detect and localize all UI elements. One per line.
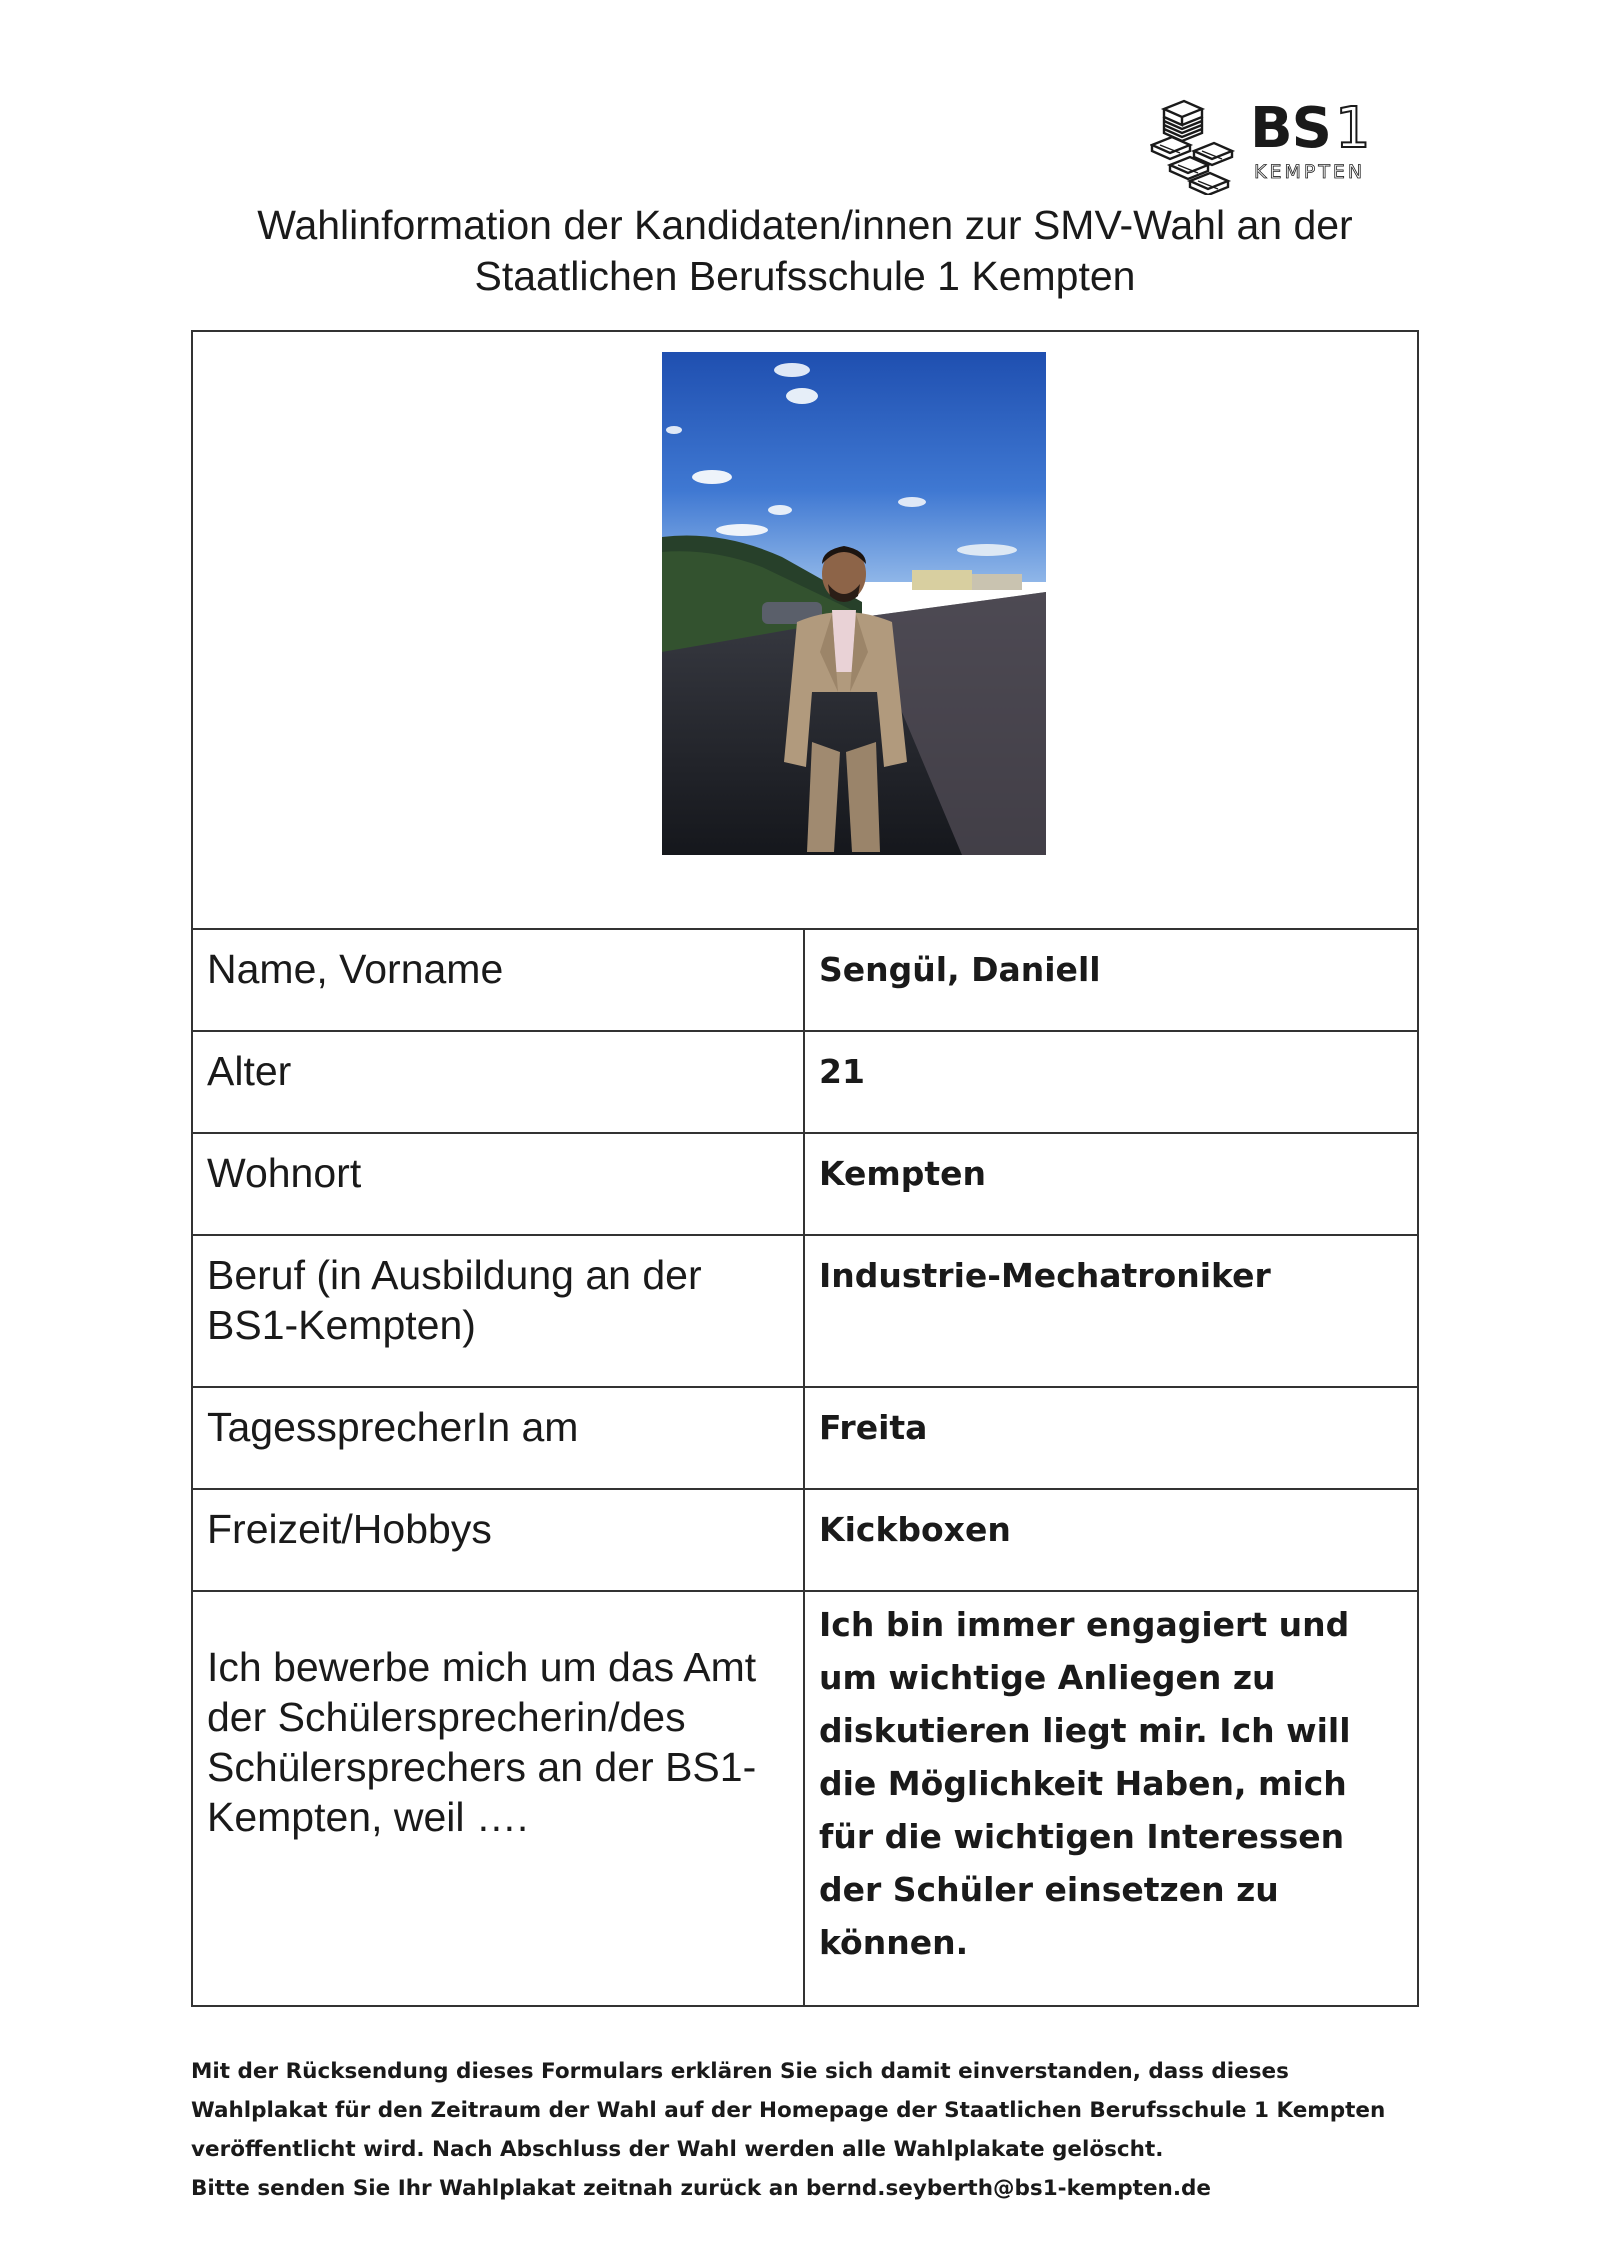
- title-line-2: Staatlichen Berufsschule 1 Kempten: [474, 253, 1136, 299]
- label-hobbies: Freizeit/Hobbys: [193, 1490, 805, 1590]
- value-age: 21: [819, 1052, 865, 1091]
- value-profession: Industrie-Mechatroniker: [819, 1256, 1271, 1295]
- label-residence: Wohnort: [193, 1134, 805, 1234]
- footer-notice: [191, 2052, 1431, 2208]
- row-motivation: [193, 1592, 1417, 2005]
- value-residence: Kempten: [819, 1154, 987, 1193]
- footer-consent-text: Mit der Rücksendung dieses Formulars erklären Sie sich damit einverstanden, dass dieses Wahlplakat für den Zeitraum der Wahl auf der Homepage der Staatlichen Berufsschule 1 Kempten veröffentlicht wird. Nach Abschluss der Wahl werden alle Wahlplakate gelöscht.: [191, 2059, 1386, 2162]
- logo-wordmark: BS1: [1250, 96, 1370, 161]
- logo-stacked-books-icon: [1150, 95, 1250, 195]
- value-day-speaker: Freita: [819, 1408, 928, 1447]
- logo-city: KEMPTEN: [1254, 161, 1366, 183]
- value-hobbies: Kickboxen: [819, 1510, 1011, 1549]
- candidate-form-table: [191, 330, 1419, 2007]
- school-logo: [1150, 95, 1370, 200]
- label-name: Name, Vorname: [193, 930, 805, 1030]
- label-profession: Beruf (in Ausbildung an der BS1-Kempten): [193, 1236, 805, 1386]
- row-hobbies: [193, 1490, 1417, 1592]
- label-age: Alter: [193, 1032, 805, 1132]
- row-age: [193, 1032, 1417, 1134]
- row-day-speaker: [193, 1388, 1417, 1490]
- value-name: Sengül, Daniell: [819, 950, 1101, 989]
- label-day-speaker: TagessprecherIn am: [193, 1388, 805, 1488]
- footer-return-text: Bitte senden Sie Ihr Wahlplakat zeitnah zurück an bernd.seyberth@bs1-kempten.de: [191, 2176, 1211, 2201]
- row-residence: [193, 1134, 1417, 1236]
- photo-cell: [193, 332, 1417, 930]
- page-title: [160, 200, 1450, 302]
- candidate-photo: [662, 352, 1046, 855]
- title-line-1: Wahlinformation der Kandidaten/innen zur SMV-Wahl an der: [257, 202, 1353, 248]
- row-name: [193, 930, 1417, 1032]
- value-motivation: Ich bin immer engagiert und um wichtige Anliegen zu diskutieren liegt mir. Ich will die Möglichkeit Haben, mich für die wichtigen Interessen der Schüler einsetzen zu können.: [819, 1605, 1351, 1962]
- row-profession: [193, 1236, 1417, 1388]
- label-motivation: Ich bewerbe mich um das Amt der Schülersprecherin/des Schülersprechers an der BS1-Kempten, weil ….: [193, 1592, 805, 2005]
